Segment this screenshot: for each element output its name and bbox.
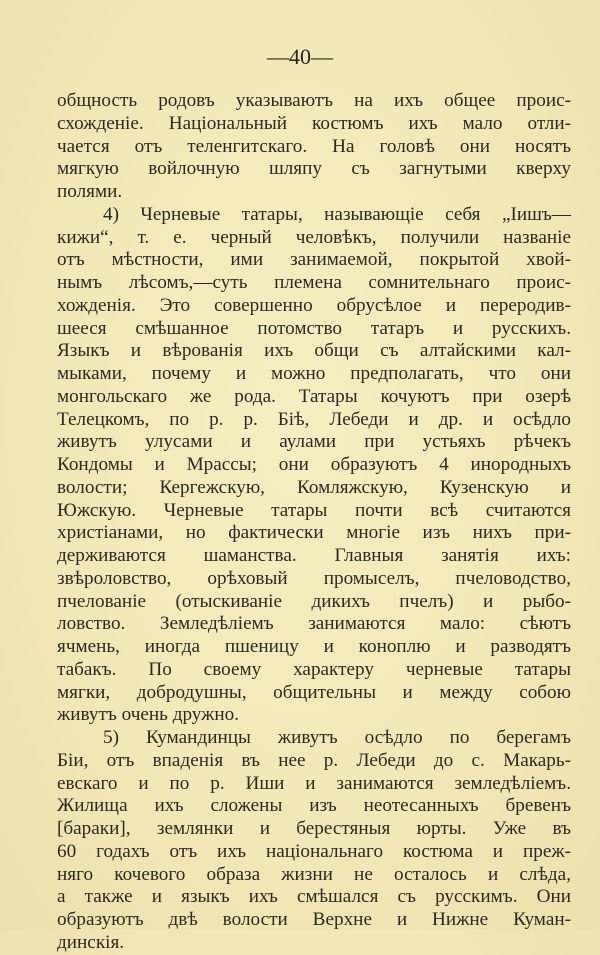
text-line: схожденіе. Національный костюмъ ихъ мало отли- xyxy=(57,112,571,134)
text-line: Біи, отъ впаденія въ нее р. Лебеди до с. Макарь- xyxy=(57,749,571,771)
text-line: 5) Кумандинцы живутъ осѣдло по берегамъ xyxy=(103,727,571,748)
text-line: держиваются шаманства. Главныя занятія ихъ: xyxy=(57,545,571,566)
text-line: Жилища ихъ сложены изъ неотесанныхъ бревенъ xyxy=(57,795,571,817)
text-line: образуютъ двѣ волости Верхне и Нижне Куман- xyxy=(57,909,571,930)
text-line: живутъ очень дружно. xyxy=(57,704,240,726)
text-line: табакъ. По своему характеру черневые татары xyxy=(57,658,571,680)
text-line: динскія. xyxy=(57,931,125,953)
text-line: евскаго и по р. Иши и занимаются земледѣліемъ. xyxy=(57,772,571,794)
text-line: звѣроловство, орѣховый промыселъ, пчеловодство, xyxy=(57,567,571,589)
text-line: полями. xyxy=(57,181,123,202)
page-number: —40— xyxy=(267,44,333,69)
text-line: волости; Кергежскую, Комляжскую, Кузенскую и xyxy=(57,476,571,498)
text-line: мыками, почему и можно предполагать, что они xyxy=(57,363,571,384)
text-line: Языкъ и вѣрованія ихъ общи съ алтайскими кал- xyxy=(57,340,571,362)
text-line: [бараки], землянки и берестяныя юрты. Уже въ xyxy=(57,818,571,839)
text-line: ячмень, иногда пшеницу и коноплю и разводятъ xyxy=(57,636,571,657)
text-line: кижи“, т. е. черный человѣкъ, получили названіе xyxy=(57,226,571,248)
text-line: ловство. Земледѣліемъ занимаются мало: сѣютъ xyxy=(57,613,571,635)
text-line: хожденія. Это совершенно обрусѣлое и переродив- xyxy=(57,294,571,316)
text-line: отъ мѣстности, ими занимаемой, покрытой хвой- xyxy=(57,249,571,271)
text-line: пчелованіе (отыскиваніе дикихъ пчелъ) и рыбо- xyxy=(57,590,571,612)
text-line: христіанами, но фактически многіе изъ нихъ при- xyxy=(57,522,571,544)
text-line: живутъ улусами и аулами при устьяхъ рѣчекъ xyxy=(57,431,571,453)
text-line: а также и языкъ ихъ смѣшался съ русскимъ. Они xyxy=(57,886,571,908)
text-line: мягкую войлочную шляпу съ загнутыми кверху xyxy=(57,158,571,180)
text-line: монгольскаго же рода. Татары кочуютъ при озерѣ xyxy=(57,385,571,407)
text-line: чается отъ теленгитскаго. На головѣ они носятъ xyxy=(57,135,571,157)
text-line: Телецкомъ, по р. р. Біѣ, Лебеди и др. и осѣдло xyxy=(57,408,571,430)
text-line: 60 годахъ отъ ихъ національнаго костюма и преж- xyxy=(57,840,571,862)
body-text xyxy=(57,90,571,955)
text-line: шееся смѣшанное потомство татаръ и русскихъ. xyxy=(57,317,571,339)
text-line: мягки, добродушны, общительны и между собою xyxy=(57,681,571,703)
text-line: няго кочевого образа жизни не осталось и слѣда, xyxy=(57,863,571,885)
text-line: нымъ лѣсомъ,—суть племена сомнительнаго проис- xyxy=(57,272,571,293)
text-line: общность родовъ указываютъ на ихъ общее проис- xyxy=(57,90,571,111)
text-line: Кондомы и Мрассы; они образуютъ 4 инородныхъ xyxy=(57,454,571,475)
text-line: Южскую. Черневые татары почти всѣ считаются xyxy=(57,499,571,521)
text-line: 4) Черневые татары, называющіе себя „Іишъ— xyxy=(103,203,571,225)
